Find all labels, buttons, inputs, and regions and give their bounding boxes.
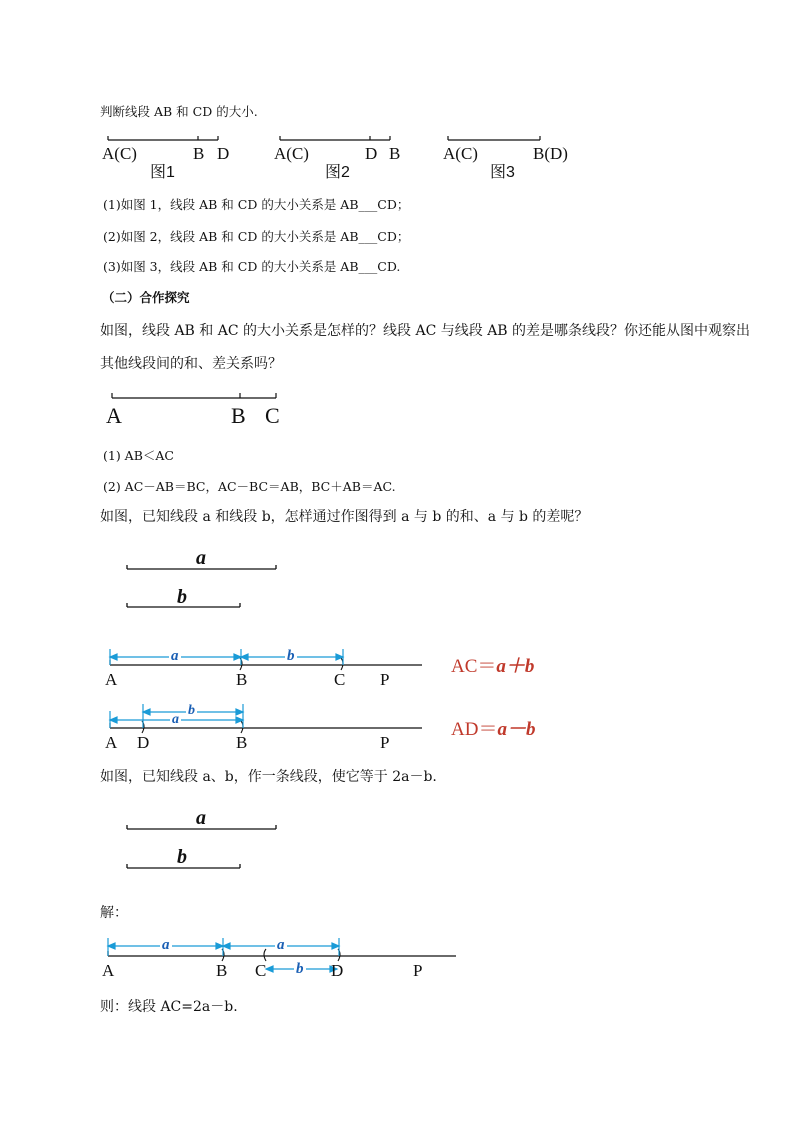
question-3: (3)如图 3，线段 AB 和 CD 的大小关系是 AB___CD. xyxy=(103,259,401,274)
sum-point-c: C xyxy=(334,670,346,689)
answer-2: (2) AC－AB＝BC，AC－BC＝AB，BC＋AB＝AC. xyxy=(103,479,396,494)
segment2-b-label: b xyxy=(177,846,187,868)
para1-line1: 如图，线段 AB 和 AC 的大小关系是怎样的？线段 AC 与线段 AB 的差是哪条线段？你还能从图中观察出 xyxy=(100,323,751,339)
segment-b-label: b xyxy=(177,586,187,608)
diff-b-label: b xyxy=(188,703,195,718)
abc-label-c: C xyxy=(265,403,280,428)
diff-formula-left: AD＝ xyxy=(451,719,498,740)
fig3-left-label: A(C) xyxy=(443,144,478,163)
solution-a1-label: a xyxy=(162,937,170,953)
fig2-right-label: B xyxy=(389,144,401,163)
solution-label: 解： xyxy=(100,905,128,921)
fig3-right-label: B(D) xyxy=(533,144,568,163)
diff-point-d: D xyxy=(137,733,150,752)
sum-formula-left: AC＝ xyxy=(451,656,497,677)
diff-formula-right: a－b xyxy=(497,719,536,740)
sum-formula-right: a＋b xyxy=(496,656,535,677)
segment2-a-label: a xyxy=(196,807,206,829)
diff-point-a: A xyxy=(105,733,118,752)
diff-point-p: P xyxy=(380,733,390,752)
sum-b-label: b xyxy=(287,648,295,664)
fig1-caption: 图1 xyxy=(150,164,175,181)
diff-a-label: a xyxy=(172,712,179,727)
fig2-mid-label: D xyxy=(365,144,378,163)
para3: 如图，已知线段 a、b，作一条线段，使它等于 2a－b. xyxy=(100,769,437,785)
fig1-left-label: A(C) xyxy=(102,144,137,163)
abc-label-b: B xyxy=(231,403,246,428)
sum-point-a: A xyxy=(105,670,118,689)
solution-point-b: B xyxy=(216,961,228,980)
question-1: (1)如图 1，线段 AB 和 CD 的大小关系是 AB___CD； xyxy=(103,197,410,212)
sum-a-label: a xyxy=(171,648,179,664)
solution-point-d: D xyxy=(331,961,344,980)
solution-b-label: b xyxy=(296,961,304,977)
fig2-left-label: A(C) xyxy=(274,144,309,163)
sum-point-p: P xyxy=(380,670,390,689)
para2: 如图，已知线段 a 和线段 b，怎样通过作图得到 a 与 b 的和、a 与 b 的差呢？ xyxy=(100,509,589,525)
intro-text: 判断线段 AB 和 CD 的大小. xyxy=(100,104,258,119)
solution-a2-label: a xyxy=(277,937,285,953)
question-2: (2)如图 2，线段 AB 和 CD 的大小关系是 AB___CD； xyxy=(103,229,410,244)
abc-label-a: A xyxy=(106,403,122,428)
answer-1: (1) AB＜AC xyxy=(103,448,174,463)
fig3-caption: 图3 xyxy=(490,164,515,181)
solution-point-c: C xyxy=(255,961,267,980)
section-title: （二）合作探究 xyxy=(102,290,190,305)
fig2-caption: 图2 xyxy=(325,164,350,181)
para1-line2: 其他线段间的和、差关系吗？ xyxy=(100,356,282,372)
segment-a-label: a xyxy=(196,547,206,569)
diff-point-b: B xyxy=(236,733,248,752)
fig1-right-label: D xyxy=(217,144,230,163)
sum-point-b: B xyxy=(236,670,248,689)
fig1-mid-label: B xyxy=(193,144,205,163)
solution-point-p: P xyxy=(413,961,423,980)
conclusion: 则：线段 AC=2a－b. xyxy=(100,999,238,1015)
solution-point-a: A xyxy=(102,961,115,980)
